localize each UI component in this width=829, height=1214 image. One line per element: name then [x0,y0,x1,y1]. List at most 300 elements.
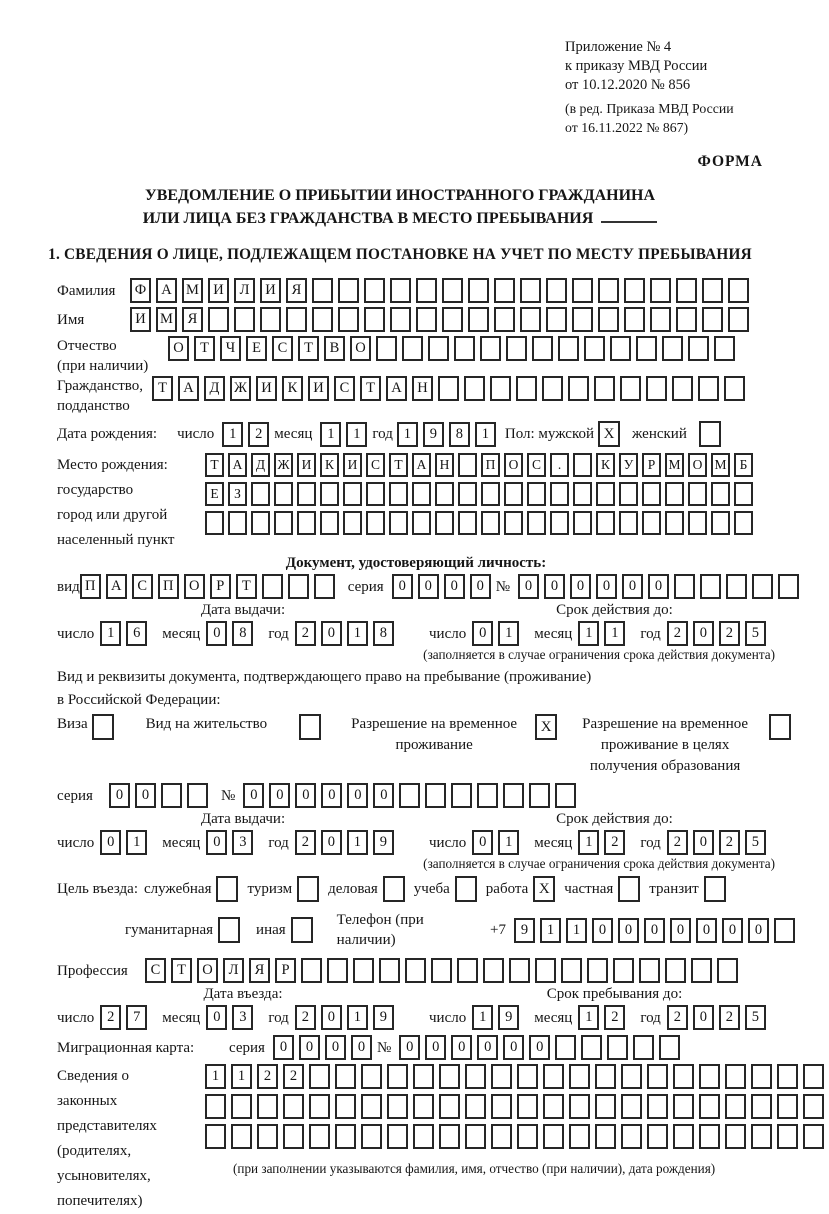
char-cell[interactable]: А [156,278,177,303]
temp-residence-edu-checkbox[interactable] [769,714,791,740]
char-cell[interactable]: 0 [648,574,669,599]
char-cell[interactable]: 0 [321,1005,342,1030]
char-cell[interactable]: 0 [273,1035,294,1060]
char-cell[interactable] [546,307,567,332]
char-cell[interactable]: Т [205,453,224,477]
char-cell[interactable]: М [182,278,203,303]
char-cell[interactable]: 1 [397,422,418,447]
char-cell[interactable] [338,278,359,303]
char-cell[interactable] [309,1124,330,1149]
char-cell[interactable] [442,307,463,332]
char-cell[interactable] [642,511,661,535]
char-cell[interactable]: О [350,336,371,361]
char-cell[interactable] [260,307,281,332]
char-cell[interactable] [702,307,723,332]
char-cell[interactable] [529,783,550,808]
char-cell[interactable] [624,307,645,332]
char-cell[interactable] [361,1064,382,1089]
char-cell[interactable]: 9 [514,918,535,943]
char-cell[interactable]: 0 [470,574,491,599]
char-cell[interactable] [361,1124,382,1149]
purpose-work-checkbox[interactable]: X [533,876,555,902]
char-cell[interactable]: 0 [570,574,591,599]
char-cell[interactable]: Б [734,453,753,477]
char-cell[interactable]: 0 [347,783,368,808]
char-cell[interactable]: 1 [347,830,368,855]
char-cell[interactable]: 9 [373,1005,394,1030]
char-cell[interactable] [387,1094,408,1119]
char-cell[interactable]: 1 [100,621,121,646]
char-cell[interactable] [702,278,723,303]
char-cell[interactable] [425,783,446,808]
char-cell[interactable] [320,511,339,535]
char-cell[interactable]: А [106,574,127,599]
char-cell[interactable] [711,482,730,506]
char-cell[interactable]: 0 [618,918,639,943]
char-cell[interactable] [724,376,745,401]
char-cell[interactable] [187,783,208,808]
char-cell[interactable] [283,1124,304,1149]
char-cell[interactable] [517,1064,538,1089]
char-cell[interactable]: 1 [540,918,561,943]
char-cell[interactable]: Я [182,307,203,332]
char-cell[interactable] [481,482,500,506]
char-cell[interactable] [458,453,477,477]
purpose-official-checkbox[interactable] [216,876,238,902]
char-cell[interactable] [803,1124,824,1149]
char-cell[interactable] [517,1124,538,1149]
char-cell[interactable] [517,1094,538,1119]
char-cell[interactable]: 0 [477,1035,498,1060]
purpose-study-checkbox[interactable] [455,876,477,902]
char-cell[interactable] [389,511,408,535]
char-cell[interactable]: . [550,453,569,477]
char-cell[interactable] [647,1094,668,1119]
char-cell[interactable]: 1 [566,918,587,943]
char-cell[interactable] [520,307,541,332]
char-cell[interactable] [457,958,478,983]
char-cell[interactable] [503,783,524,808]
char-cell[interactable]: Т [171,958,192,983]
char-cell[interactable]: А [178,376,199,401]
char-cell[interactable]: 1 [604,621,625,646]
purpose-private-checkbox[interactable] [618,876,640,902]
char-cell[interactable]: 0 [693,830,714,855]
char-cell[interactable] [390,307,411,332]
char-cell[interactable]: Е [246,336,267,361]
char-cell[interactable]: 0 [670,918,691,943]
char-cell[interactable] [621,1124,642,1149]
char-cell[interactable] [546,278,567,303]
char-cell[interactable]: 0 [592,918,613,943]
char-cell[interactable] [366,511,385,535]
char-cell[interactable] [458,482,477,506]
char-cell[interactable] [490,376,511,401]
char-cell[interactable] [699,1094,720,1119]
char-cell[interactable] [387,1124,408,1149]
char-cell[interactable] [646,376,667,401]
char-cell[interactable] [728,278,749,303]
char-cell[interactable]: С [366,453,385,477]
char-cell[interactable] [231,1094,252,1119]
char-cell[interactable] [314,574,335,599]
char-cell[interactable] [312,278,333,303]
char-cell[interactable] [504,482,523,506]
char-cell[interactable]: 0 [451,1035,472,1060]
char-cell[interactable]: С [132,574,153,599]
char-cell[interactable] [251,482,270,506]
char-cell[interactable]: Ч [220,336,241,361]
char-cell[interactable]: Е [205,482,224,506]
char-cell[interactable]: 0 [722,918,743,943]
char-cell[interactable]: Д [204,376,225,401]
char-cell[interactable] [561,958,582,983]
char-cell[interactable] [402,336,423,361]
char-cell[interactable] [509,958,530,983]
char-cell[interactable]: 0 [596,574,617,599]
char-cell[interactable] [320,482,339,506]
purpose-business-checkbox[interactable] [383,876,405,902]
char-cell[interactable]: 2 [604,830,625,855]
char-cell[interactable]: 3 [232,1005,253,1030]
char-cell[interactable] [596,511,615,535]
char-cell[interactable]: 2 [295,830,316,855]
char-cell[interactable]: 1 [472,1005,493,1030]
char-cell[interactable] [624,278,645,303]
char-cell[interactable] [286,307,307,332]
char-cell[interactable]: Т [389,453,408,477]
char-cell[interactable] [366,482,385,506]
char-cell[interactable] [343,482,362,506]
char-cell[interactable]: 0 [206,830,227,855]
char-cell[interactable]: 0 [299,1035,320,1060]
char-cell[interactable] [413,1124,434,1149]
char-cell[interactable] [803,1064,824,1089]
char-cell[interactable] [672,376,693,401]
char-cell[interactable] [647,1124,668,1149]
char-cell[interactable] [777,1094,798,1119]
char-cell[interactable] [312,307,333,332]
char-cell[interactable]: 8 [449,422,470,447]
char-cell[interactable] [572,307,593,332]
char-cell[interactable] [412,511,431,535]
char-cell[interactable] [527,482,546,506]
char-cell[interactable] [161,783,182,808]
char-cell[interactable] [665,958,686,983]
char-cell[interactable] [673,1124,694,1149]
char-cell[interactable] [413,1064,434,1089]
char-cell[interactable] [619,482,638,506]
char-cell[interactable] [438,376,459,401]
char-cell[interactable] [338,307,359,332]
char-cell[interactable] [309,1064,330,1089]
char-cell[interactable] [389,482,408,506]
char-cell[interactable]: П [80,574,101,599]
char-cell[interactable]: М [665,453,684,477]
char-cell[interactable] [481,511,500,535]
char-cell[interactable] [491,1064,512,1089]
char-cell[interactable] [613,958,634,983]
char-cell[interactable] [717,958,738,983]
char-cell[interactable] [442,278,463,303]
char-cell[interactable] [621,1094,642,1119]
char-cell[interactable] [464,376,485,401]
char-cell[interactable] [595,1094,616,1119]
char-cell[interactable]: 1 [126,830,147,855]
char-cell[interactable]: К [596,453,615,477]
char-cell[interactable] [458,511,477,535]
char-cell[interactable]: 0 [351,1035,372,1060]
char-cell[interactable] [288,574,309,599]
purpose-humanitarian-checkbox[interactable] [218,917,240,943]
char-cell[interactable] [691,958,712,983]
char-cell[interactable] [711,511,730,535]
char-cell[interactable]: О [688,453,707,477]
char-cell[interactable] [228,511,247,535]
char-cell[interactable] [520,278,541,303]
char-cell[interactable]: Р [210,574,231,599]
char-cell[interactable]: 0 [518,574,539,599]
char-cell[interactable] [516,376,537,401]
char-cell[interactable] [535,958,556,983]
char-cell[interactable] [639,958,660,983]
char-cell[interactable]: О [197,958,218,983]
char-cell[interactable]: 0 [269,783,290,808]
char-cell[interactable]: 2 [257,1064,278,1089]
char-cell[interactable] [542,376,563,401]
char-cell[interactable] [688,511,707,535]
char-cell[interactable]: З [228,482,247,506]
char-cell[interactable] [621,1064,642,1089]
char-cell[interactable]: 8 [232,621,253,646]
char-cell[interactable]: И [208,278,229,303]
char-cell[interactable] [387,1064,408,1089]
char-cell[interactable] [714,336,735,361]
char-cell[interactable] [598,278,619,303]
char-cell[interactable]: 6 [126,621,147,646]
char-cell[interactable] [477,783,498,808]
char-cell[interactable] [465,1064,486,1089]
char-cell[interactable] [335,1124,356,1149]
char-cell[interactable]: 0 [472,621,493,646]
char-cell[interactable]: 1 [578,621,599,646]
char-cell[interactable] [647,1064,668,1089]
char-cell[interactable] [610,336,631,361]
char-cell[interactable] [555,1035,576,1060]
char-cell[interactable]: 2 [295,1005,316,1030]
char-cell[interactable] [543,1124,564,1149]
char-cell[interactable] [636,336,657,361]
char-cell[interactable]: О [504,453,523,477]
char-cell[interactable] [587,958,608,983]
char-cell[interactable]: Ж [230,376,251,401]
char-cell[interactable]: 0 [321,830,342,855]
char-cell[interactable]: 0 [243,783,264,808]
char-cell[interactable] [596,482,615,506]
char-cell[interactable] [803,1094,824,1119]
char-cell[interactable]: Ф [130,278,151,303]
char-cell[interactable]: У [619,453,638,477]
char-cell[interactable]: П [158,574,179,599]
char-cell[interactable] [698,376,719,401]
char-cell[interactable] [673,1064,694,1089]
char-cell[interactable]: 2 [295,621,316,646]
char-cell[interactable]: 0 [418,574,439,599]
char-cell[interactable] [335,1064,356,1089]
char-cell[interactable] [468,278,489,303]
char-cell[interactable]: О [168,336,189,361]
char-cell[interactable]: 5 [745,830,766,855]
char-cell[interactable]: 1 [231,1064,252,1089]
char-cell[interactable]: 1 [498,621,519,646]
char-cell[interactable]: Ж [274,453,293,477]
char-cell[interactable] [699,1064,720,1089]
char-cell[interactable]: А [228,453,247,477]
char-cell[interactable] [274,511,293,535]
char-cell[interactable]: Р [275,958,296,983]
char-cell[interactable]: Т [152,376,173,401]
char-cell[interactable] [642,482,661,506]
char-cell[interactable] [569,1094,590,1119]
char-cell[interactable] [569,1064,590,1089]
char-cell[interactable] [494,307,515,332]
char-cell[interactable]: 0 [206,1005,227,1030]
char-cell[interactable] [598,307,619,332]
char-cell[interactable] [774,918,795,943]
char-cell[interactable] [297,511,316,535]
char-cell[interactable]: 1 [578,830,599,855]
char-cell[interactable]: 1 [498,830,519,855]
char-cell[interactable]: 2 [283,1064,304,1089]
char-cell[interactable] [555,783,576,808]
char-cell[interactable]: 0 [321,783,342,808]
char-cell[interactable] [700,574,721,599]
char-cell[interactable]: Н [412,376,433,401]
char-cell[interactable] [734,482,753,506]
char-cell[interactable] [251,511,270,535]
char-cell[interactable] [558,336,579,361]
char-cell[interactable] [309,1094,330,1119]
char-cell[interactable] [439,1094,460,1119]
sex-male-checkbox[interactable]: X [598,421,620,447]
char-cell[interactable]: Н [435,453,454,477]
char-cell[interactable] [595,1064,616,1089]
char-cell[interactable] [439,1124,460,1149]
char-cell[interactable]: Я [286,278,307,303]
char-cell[interactable]: 0 [399,1035,420,1060]
char-cell[interactable]: 0 [696,918,717,943]
char-cell[interactable] [699,1124,720,1149]
temp-residence-checkbox[interactable]: X [535,714,557,740]
char-cell[interactable] [428,336,449,361]
char-cell[interactable]: 9 [373,830,394,855]
char-cell[interactable]: 0 [206,621,227,646]
char-cell[interactable] [262,574,283,599]
char-cell[interactable]: 1 [346,422,367,447]
char-cell[interactable]: 3 [232,830,253,855]
char-cell[interactable]: Р [642,453,661,477]
char-cell[interactable]: 0 [295,783,316,808]
char-cell[interactable] [607,1035,628,1060]
char-cell[interactable] [413,1094,434,1119]
char-cell[interactable]: 1 [578,1005,599,1030]
char-cell[interactable]: 0 [544,574,565,599]
char-cell[interactable] [778,574,799,599]
char-cell[interactable] [205,1094,226,1119]
char-cell[interactable]: 9 [498,1005,519,1030]
char-cell[interactable] [665,482,684,506]
char-cell[interactable] [399,783,420,808]
char-cell[interactable]: 0 [693,1005,714,1030]
char-cell[interactable]: 2 [100,1005,121,1030]
char-cell[interactable] [274,482,293,506]
char-cell[interactable] [584,336,605,361]
char-cell[interactable]: 0 [109,783,130,808]
char-cell[interactable]: Т [236,574,257,599]
char-cell[interactable] [550,511,569,535]
char-cell[interactable]: С [145,958,166,983]
char-cell[interactable] [619,511,638,535]
char-cell[interactable]: А [412,453,431,477]
char-cell[interactable]: 0 [325,1035,346,1060]
char-cell[interactable] [468,307,489,332]
char-cell[interactable] [361,1094,382,1119]
char-cell[interactable] [572,278,593,303]
char-cell[interactable]: 0 [373,783,394,808]
char-cell[interactable]: К [320,453,339,477]
char-cell[interactable] [257,1124,278,1149]
char-cell[interactable] [439,1064,460,1089]
char-cell[interactable]: И [130,307,151,332]
char-cell[interactable]: Т [360,376,381,401]
char-cell[interactable] [451,783,472,808]
char-cell[interactable]: П [481,453,500,477]
char-cell[interactable] [205,511,224,535]
char-cell[interactable] [573,511,592,535]
char-cell[interactable] [465,1094,486,1119]
char-cell[interactable] [659,1035,680,1060]
char-cell[interactable] [725,1064,746,1089]
char-cell[interactable] [594,376,615,401]
char-cell[interactable]: В [324,336,345,361]
char-cell[interactable]: 2 [719,830,740,855]
char-cell[interactable] [676,278,697,303]
char-cell[interactable] [550,482,569,506]
char-cell[interactable] [688,336,709,361]
char-cell[interactable] [376,336,397,361]
char-cell[interactable]: М [711,453,730,477]
char-cell[interactable]: 1 [475,422,496,447]
char-cell[interactable]: 0 [100,830,121,855]
char-cell[interactable] [491,1094,512,1119]
visa-checkbox[interactable] [92,714,114,740]
char-cell[interactable]: 0 [392,574,413,599]
char-cell[interactable] [379,958,400,983]
char-cell[interactable]: 1 [320,422,341,447]
char-cell[interactable] [543,1064,564,1089]
char-cell[interactable]: 0 [693,621,714,646]
char-cell[interactable] [465,1124,486,1149]
char-cell[interactable] [568,376,589,401]
char-cell[interactable]: О [184,574,205,599]
char-cell[interactable]: И [260,278,281,303]
char-cell[interactable]: 0 [425,1035,446,1060]
sex-female-checkbox[interactable] [699,421,721,447]
char-cell[interactable] [343,511,362,535]
char-cell[interactable] [208,307,229,332]
purpose-transit-checkbox[interactable] [704,876,726,902]
char-cell[interactable] [364,307,385,332]
